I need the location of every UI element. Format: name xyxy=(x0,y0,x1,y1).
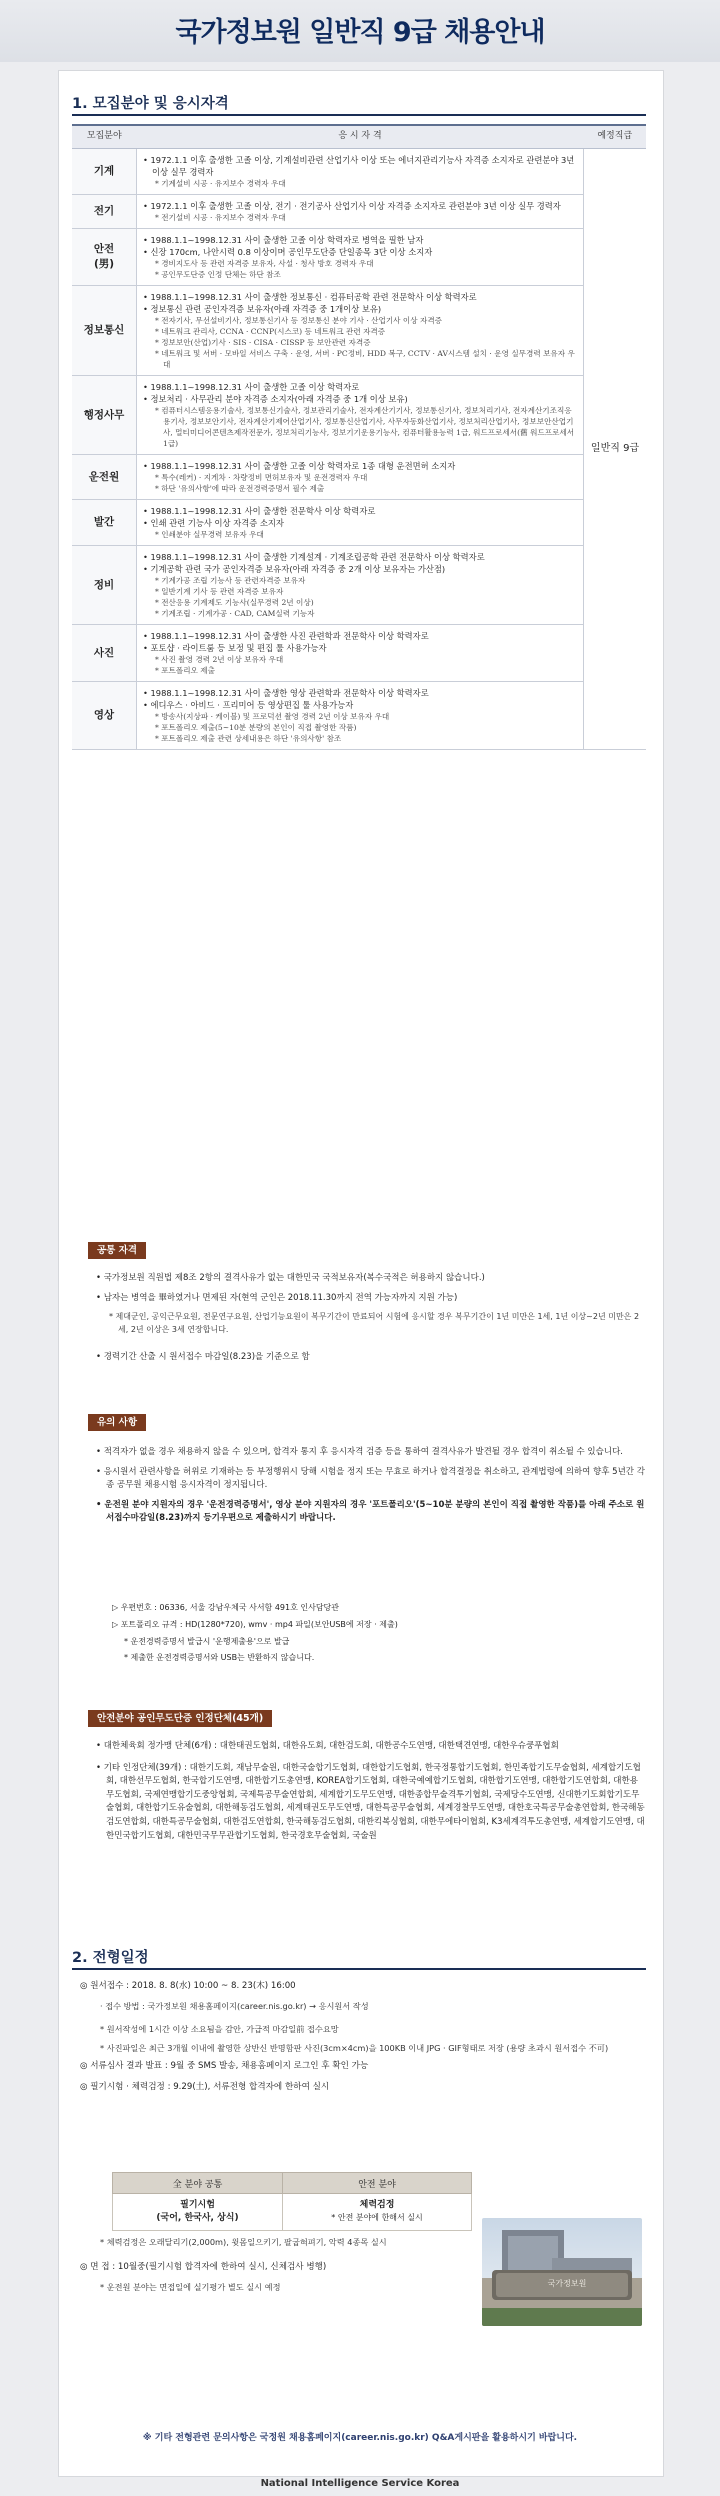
exam-cell-written xyxy=(113,2194,283,2231)
common-item: • 국가정보원 직원법 제8조 2항의 결격사유가 없는 대한민국 국적보유자(복수국적은 허용하지 않습니다.) xyxy=(96,1273,485,1283)
col-header-requirements: 응 시 자 격 xyxy=(137,125,584,149)
address-line: * 제출한 운전경력증명서와 USB는 반환하지 않습니다. xyxy=(124,1653,315,1663)
schedule-block xyxy=(80,1980,640,2101)
table-row xyxy=(72,455,646,500)
tag-common: 공통 자격 xyxy=(88,1242,146,1259)
table-row xyxy=(72,625,646,682)
qualification-body xyxy=(72,149,646,750)
requirements-cell xyxy=(137,500,584,546)
exam-fitness-title: 체력검정 xyxy=(359,2200,395,2210)
page-title: 국가정보원 일반직 9급 채용안내 xyxy=(175,17,545,48)
table-row xyxy=(72,682,646,750)
requirement-note: * 포트폴리오 제출 xyxy=(155,666,215,676)
requirement-note: * 포트폴리오 제출(5~10분 분량의 본인이 직접 촬영한 작품) xyxy=(155,723,357,733)
requirement-line: • 1988.1.1~1998.12.31 사이 출생한 전문학사 이상 학력자로 xyxy=(143,506,376,517)
schedule-sub: * 사진파일은 최근 3개월 이내에 촬영한 상반신 반명함판 사진(3cm×4cm)을 100KB 이내 JPG · GIF형태로 저장 (용량 초과시 원서접수 不可) xyxy=(100,2042,609,2053)
section-divider xyxy=(72,114,646,116)
requirement-note: * 특수(레커) · 지게차 · 차량정비 면허보유자 및 운전경력자 우대 xyxy=(155,473,368,483)
requirements-cell xyxy=(137,229,584,286)
requirement-note: * 방송사(지상파 · 케이블) 및 프로덕션 촬영 경력 2년 이상 보유자 우대 xyxy=(155,712,390,722)
requirements-cell xyxy=(137,455,584,500)
tag-notes: 유의 사항 xyxy=(88,1414,146,1431)
exam-header-safety: 안전 분야 xyxy=(283,2173,472,2194)
exam-header-common: 全 분야 공통 xyxy=(113,2173,283,2194)
requirement-note: * 전산응용 기계제도 기능사(실무경력 2년 이상) xyxy=(155,598,314,608)
requirement-note: * 정보보안(산업)기사 · SIS · CISA · CISSP 등 보안관련 자격증 xyxy=(155,338,371,348)
inquiry-notice: ※ 기타 전형관련 문의사항은 국정원 채용홈페이지(career.nis.go.kr) Q&A게시판을 활용하시기 바랍니다. xyxy=(142,2433,578,2443)
field-name: 정보통신 xyxy=(72,286,137,376)
nis-building-image xyxy=(482,2218,642,2326)
notes-block xyxy=(96,1446,646,1532)
requirement-note: * 컴퓨터시스템응용기술사, 정보통신기술사, 정보관리기술사, 전자계산기기사, 정보통신기사, 정보처리기사, 전자계산기조직응용기사, 정보보안기사, 전자계산기제어산업기사, 정보통신산업기사, 사무자동화산업기사, 정보처리산업기사, 정보보안산업기사, 멀티미디어콘텐츠제작전문가, 정보처리기능사, 정보기기운용기능사, 컴퓨터활용능력 1급, 워드프로세서(舊 워드프로세서 1급) xyxy=(155,406,575,449)
requirement-note: * 일반기계 기사 등 관련 자격증 보유자 xyxy=(155,587,284,597)
note-item: • 적격자가 없을 경우 채용하지 않을 수 있으며, 합격자 통지 후 응시자격 검증 등을 통하여 결격사유가 발견될 경우 합격이 취소될 수 있습니다. xyxy=(96,1447,623,1457)
requirement-note: * 하단 '유의사항'에 따라 운전경력증명서 필수 제출 xyxy=(155,484,325,494)
requirement-note: * 포트폴리오 제출 관련 상세내용은 하단 '유의사항' 참조 xyxy=(155,734,342,744)
building-illustration xyxy=(482,2218,642,2326)
tag-martial-orgs: 안전분야 공인무도단증 인정단체(45개) xyxy=(88,1710,272,1727)
requirement-note: * 공인무도단증 인정 단체는 하단 참조 xyxy=(155,270,281,280)
address-line: ▷ 포트폴리오 규격 : HD(1280*720), wmv · mp4 파일(보안USB에 저장 · 제출) xyxy=(112,1619,398,1629)
note-item: • 응시원서 관련사항을 허위로 기재하는 등 부정행위시 당해 시험을 정지 또는 무효로 하거나 합격결정을 취소하고, 관계법령에 의하여 향후 5년간 각종 공무원 채용시험 응시자격이 정지됩니다. xyxy=(96,1466,645,1491)
requirement-line: • 포토샵 · 라이트룸 등 보정 및 편집 툴 사용가능자 xyxy=(143,643,327,654)
note-item: • 운전원 분야 지원자의 경우 '운전경력증명서', 영상 분야 지원자의 경우 '포트폴리오'(5~10분 분량의 본인이 직접 촬영한 작품)를 아래 주소로 원서접수마감일(8.23)까지 등기우편으로 제출하시기 바랍니다. xyxy=(96,1499,645,1524)
qualification-table xyxy=(72,124,646,750)
field-name: 안전 (男) xyxy=(72,229,137,286)
requirement-note: * 기계가공 조립 기능사 등 관련자격증 보유자 xyxy=(155,576,306,586)
table-row xyxy=(72,149,646,195)
requirement-line: • 1972.1.1 이후 출생한 고졸 이상, 전기 · 전기공사 산업기사 이상 자격증 소지자로 관련분야 3년 이상 실무 경력자 xyxy=(143,201,561,212)
requirement-line: • 기계공학 관련 국가 공인자격증 보유자(아래 자격증 중 2개 이상 보유자는 가산점) xyxy=(143,564,446,575)
exam-written-sub: (국어, 한국사, 상식) xyxy=(156,2213,239,2224)
common-sub: * 제대군인, 공익근무요원, 전문연구요원, 산업기능요원이 복무기간이 만료되어 시험에 응시할 경우 복무기간이 1년 미만은 1세, 1년 이상~2년 미만은 2세, 2년 이상은 3세 연장합니다. xyxy=(109,1312,640,1334)
exam-table xyxy=(112,2172,472,2231)
schedule-sub: * 운전원 분야는 면접일에 실기평가 별도 실시 예정 xyxy=(100,2282,281,2293)
requirement-note: * 전자기사, 무선설비기사, 정보통신기사 등 정보통신 분야 기사 · 산업기사 이상 자격증 xyxy=(155,316,442,326)
table-row xyxy=(72,376,646,455)
requirements-cell xyxy=(137,682,584,750)
requirements-cell xyxy=(137,286,584,376)
field-name: 영상 xyxy=(72,682,137,750)
fitness-note: * 체력검정은 오래달리기(2,000m), 윗몸일으키기, 팔굽혀펴기, 악력 4종목 실시 xyxy=(100,2237,387,2247)
schedule-sub: · 접수 방법 : 국가정보원 채용홈페이지(career.nis.go.kr) → 응시원서 작성 xyxy=(100,2001,369,2012)
footer-org-name: National Intelligence Service Korea xyxy=(260,2478,460,2489)
table-row xyxy=(72,500,646,546)
common-item: • 경력기간 산출 시 원서접수 마감일(8.23)을 기준으로 함 xyxy=(96,1351,310,1362)
requirement-note: * 네트워크 및 서버 · 모바일 서비스 구축 · 운영, 서버 · PC정비, HDD 복구, CCTV · AV시스템 설치 · 운영 실무경력 보유자 우대 xyxy=(155,349,575,370)
martial-block xyxy=(96,1740,646,1849)
martial-item: • 대한체육회 정가맹 단체(6개) : 대한태권도협회, 대한유도회, 대한검도회, 대한공수도연맹, 대한택견연맹, 대한우슈쿵푸협회 xyxy=(96,1741,559,1751)
address-line: * 운전경력증명서 발급시 '운행제출용'으로 발급 xyxy=(124,1636,290,1646)
common-item: • 남자는 병역을 畢하였거나 면제된 자(현역 군인은 2018.11.30까지 전역 가능자까지 지원 가능) xyxy=(96,1292,458,1303)
address-block xyxy=(112,1602,632,1669)
rank-cell: 일반직 9급 xyxy=(584,149,647,750)
requirement-note: * 기계설비 시공 · 유지보수 경력자 우대 xyxy=(155,179,286,189)
requirement-line: • 신장 170cm, 나안시력 0.8 이상이며 공인무도단증 단일종목 3단 이상 소지자 xyxy=(143,247,433,258)
field-name: 전기 xyxy=(72,195,137,229)
address-line: ▷ 우편번호 : 06336, 서울 강남우체국 사서함 491호 인사담당관 xyxy=(112,1603,340,1612)
requirements-cell xyxy=(137,546,584,625)
requirements-cell xyxy=(137,625,584,682)
section-divider xyxy=(72,1968,646,1970)
field-name: 행정사무 xyxy=(72,376,137,455)
schedule-item-interview: ◎ 면 접 : 10월중(필기시험 합격자에 한하여 실시, 신체검사 병행) xyxy=(80,2261,327,2272)
field-name: 발간 xyxy=(72,500,137,546)
requirement-line: • 1988.1.1~1998.12.31 사이 출생한 고졸 이상 학력자로 1종 대형 운전면허 소지자 xyxy=(143,461,456,472)
field-name: 기계 xyxy=(72,149,137,195)
field-name: 정비 xyxy=(72,546,137,625)
exam-fitness-sub: * 안전 분야에 한해서 실시 xyxy=(331,2213,423,2223)
schedule-sub: * 원서작성에 1시간 이상 소요됨을 감안, 가급적 마감일前 접수요망 xyxy=(100,2024,339,2035)
field-name: 사진 xyxy=(72,625,137,682)
requirement-line: • 1972.1.1 이후 출생한 고졸 이상, 기계설비관련 산업기사 이상 또는 에너지관리기능사 자격증 소지자로 관련분야 3년 이상 실무 경력자 xyxy=(143,155,575,178)
requirement-line: • 정보처리 · 사무관리 분야 자격증 소지자(아래 자격증 중 1개 이상 보유) xyxy=(143,394,408,405)
table-header-row xyxy=(72,125,646,149)
requirement-note: * 네트워크 관리사, CCNA · CCNP(시스코) 등 네트워크 관련 자격증 xyxy=(155,327,386,337)
stone-inscription: 국가정보원 xyxy=(547,2279,587,2288)
requirements-cell xyxy=(137,149,584,195)
requirement-line: • 1988.1.1~1998.12.31 사이 출생한 기계설계 · 기계조립공학 관련 전문학사 이상 학력자로 xyxy=(143,552,485,563)
requirement-note: * 사진 촬영 경력 2년 이상 보유자 우대 xyxy=(155,655,284,665)
exam-written-title: 필기시험 xyxy=(180,2200,215,2210)
requirement-line: • 정보통신 관련 공인자격증 보유자(아래 자격증 중 1개이상 보유) xyxy=(143,304,382,315)
requirement-line: • 인쇄 관련 기능사 이상 자격증 소지자 xyxy=(143,518,284,529)
exam-cell-fitness xyxy=(283,2194,472,2231)
requirement-line: • 1988.1.1~1998.12.31 사이 출생한 사진 관련학과 전문학사 이상 학력자로 xyxy=(143,631,429,642)
section-title-recruitment: 1. 모집분야 및 응시자격 xyxy=(72,96,229,112)
requirement-note: * 경비지도사 등 관련 자격증 보유자, 사설 · 청사 방호 경력자 우대 xyxy=(155,259,374,269)
poster-header xyxy=(0,0,720,62)
schedule-block-2 xyxy=(80,2236,480,2300)
requirements-cell xyxy=(137,195,584,229)
col-header-field: 모집분야 xyxy=(72,125,137,149)
common-block xyxy=(96,1272,646,1370)
table-row xyxy=(72,286,646,376)
requirement-line: • 1988.1.1~1998.12.31 사이 출생한 고졸 이상 학력자로 xyxy=(143,382,360,393)
schedule-item-written-test: ◎ 필기시험 · 체력검정 : 9.29(土), 서류전형 합격자에 한하여 실시 xyxy=(80,2081,330,2092)
table-row xyxy=(72,229,646,286)
requirement-line: • 에디우스 · 아비드 · 프리미어 등 영상편집 툴 사용가능자 xyxy=(143,700,354,711)
schedule-item-document-result: ◎ 서류심사 결과 발표 : 9월 중 SMS 발송, 채용홈페이지 로그인 후 확인 가능 xyxy=(80,2061,369,2072)
requirement-line: • 1988.1.1~1998.12.31 사이 출생한 정보통신 · 컴퓨터공학 관련 전문학사 이상 학력자로 xyxy=(143,292,477,303)
schedule-item-application: ◎ 원서접수 : 2018. 8. 8(水) 10:00 ~ 8. 23(木) 16:00 xyxy=(80,1981,296,1991)
requirement-line: • 1988.1.1~1998.12.31 사이 출생한 영상 관련학과 전문학사 이상 학력자로 xyxy=(143,688,429,699)
requirement-note: * 전기설비 시공 · 유지보수 경력자 우대 xyxy=(155,213,286,223)
requirement-note: * 기계조립 · 기계가공 · CAD, CAM실력 기능자 xyxy=(155,609,315,619)
requirement-line: • 1988.1.1~1998.12.31 사이 출생한 고졸 이상 학력자로 병역을 필한 남자 xyxy=(143,235,424,246)
requirements-cell xyxy=(137,376,584,455)
section-title-schedule: 2. 전형일정 xyxy=(72,1950,149,1966)
martial-item: • 기타 인정단체(39개) : 대한기도회, 재남무술원, 대한국술합기도협회, 대한합기도협회, 한국정통합기도협회, 한민족합기도무술협회, 세계합기도협회, 대한선무도협회, 한국합기도연맹, 대한합기도총연맹, KOREA합기도협회, 대한국예예합기도협회, 대한합기도연맹, 대한합기도연합회, 대한용무도협회, 국제연맹합기도중앙협회, 국제특공무술연합회, 세계합기도무도연맹, 대한종합무술격투기협회, 국제당수도연맹, 신대한기도회합기도무술협회, 대한합기도유술협회, 대한해동검도협회, 세계태권도무도연맹, 대한특공무술협회, 세계경찰무도연맹, 대한호국특공무술총연합회, 한국해동검도연합회, 대한특공무술협회, 대한검도연합회, 한국해동검도협회, 대한킥복싱협회, 대한무에타이협회, K3세계격투도총연맹, 세계합기도연맹, 대한민국합기도협회, 대한민국무무관합기도협회, 한국경호무술협회, 국술원 xyxy=(96,1762,645,1841)
requirement-note: * 인쇄분야 실무경력 보유자 우대 xyxy=(155,530,264,540)
col-header-rank: 예정직급 xyxy=(584,125,647,149)
field-name: 운전원 xyxy=(72,455,137,500)
table-row xyxy=(72,546,646,625)
table-row xyxy=(72,195,646,229)
